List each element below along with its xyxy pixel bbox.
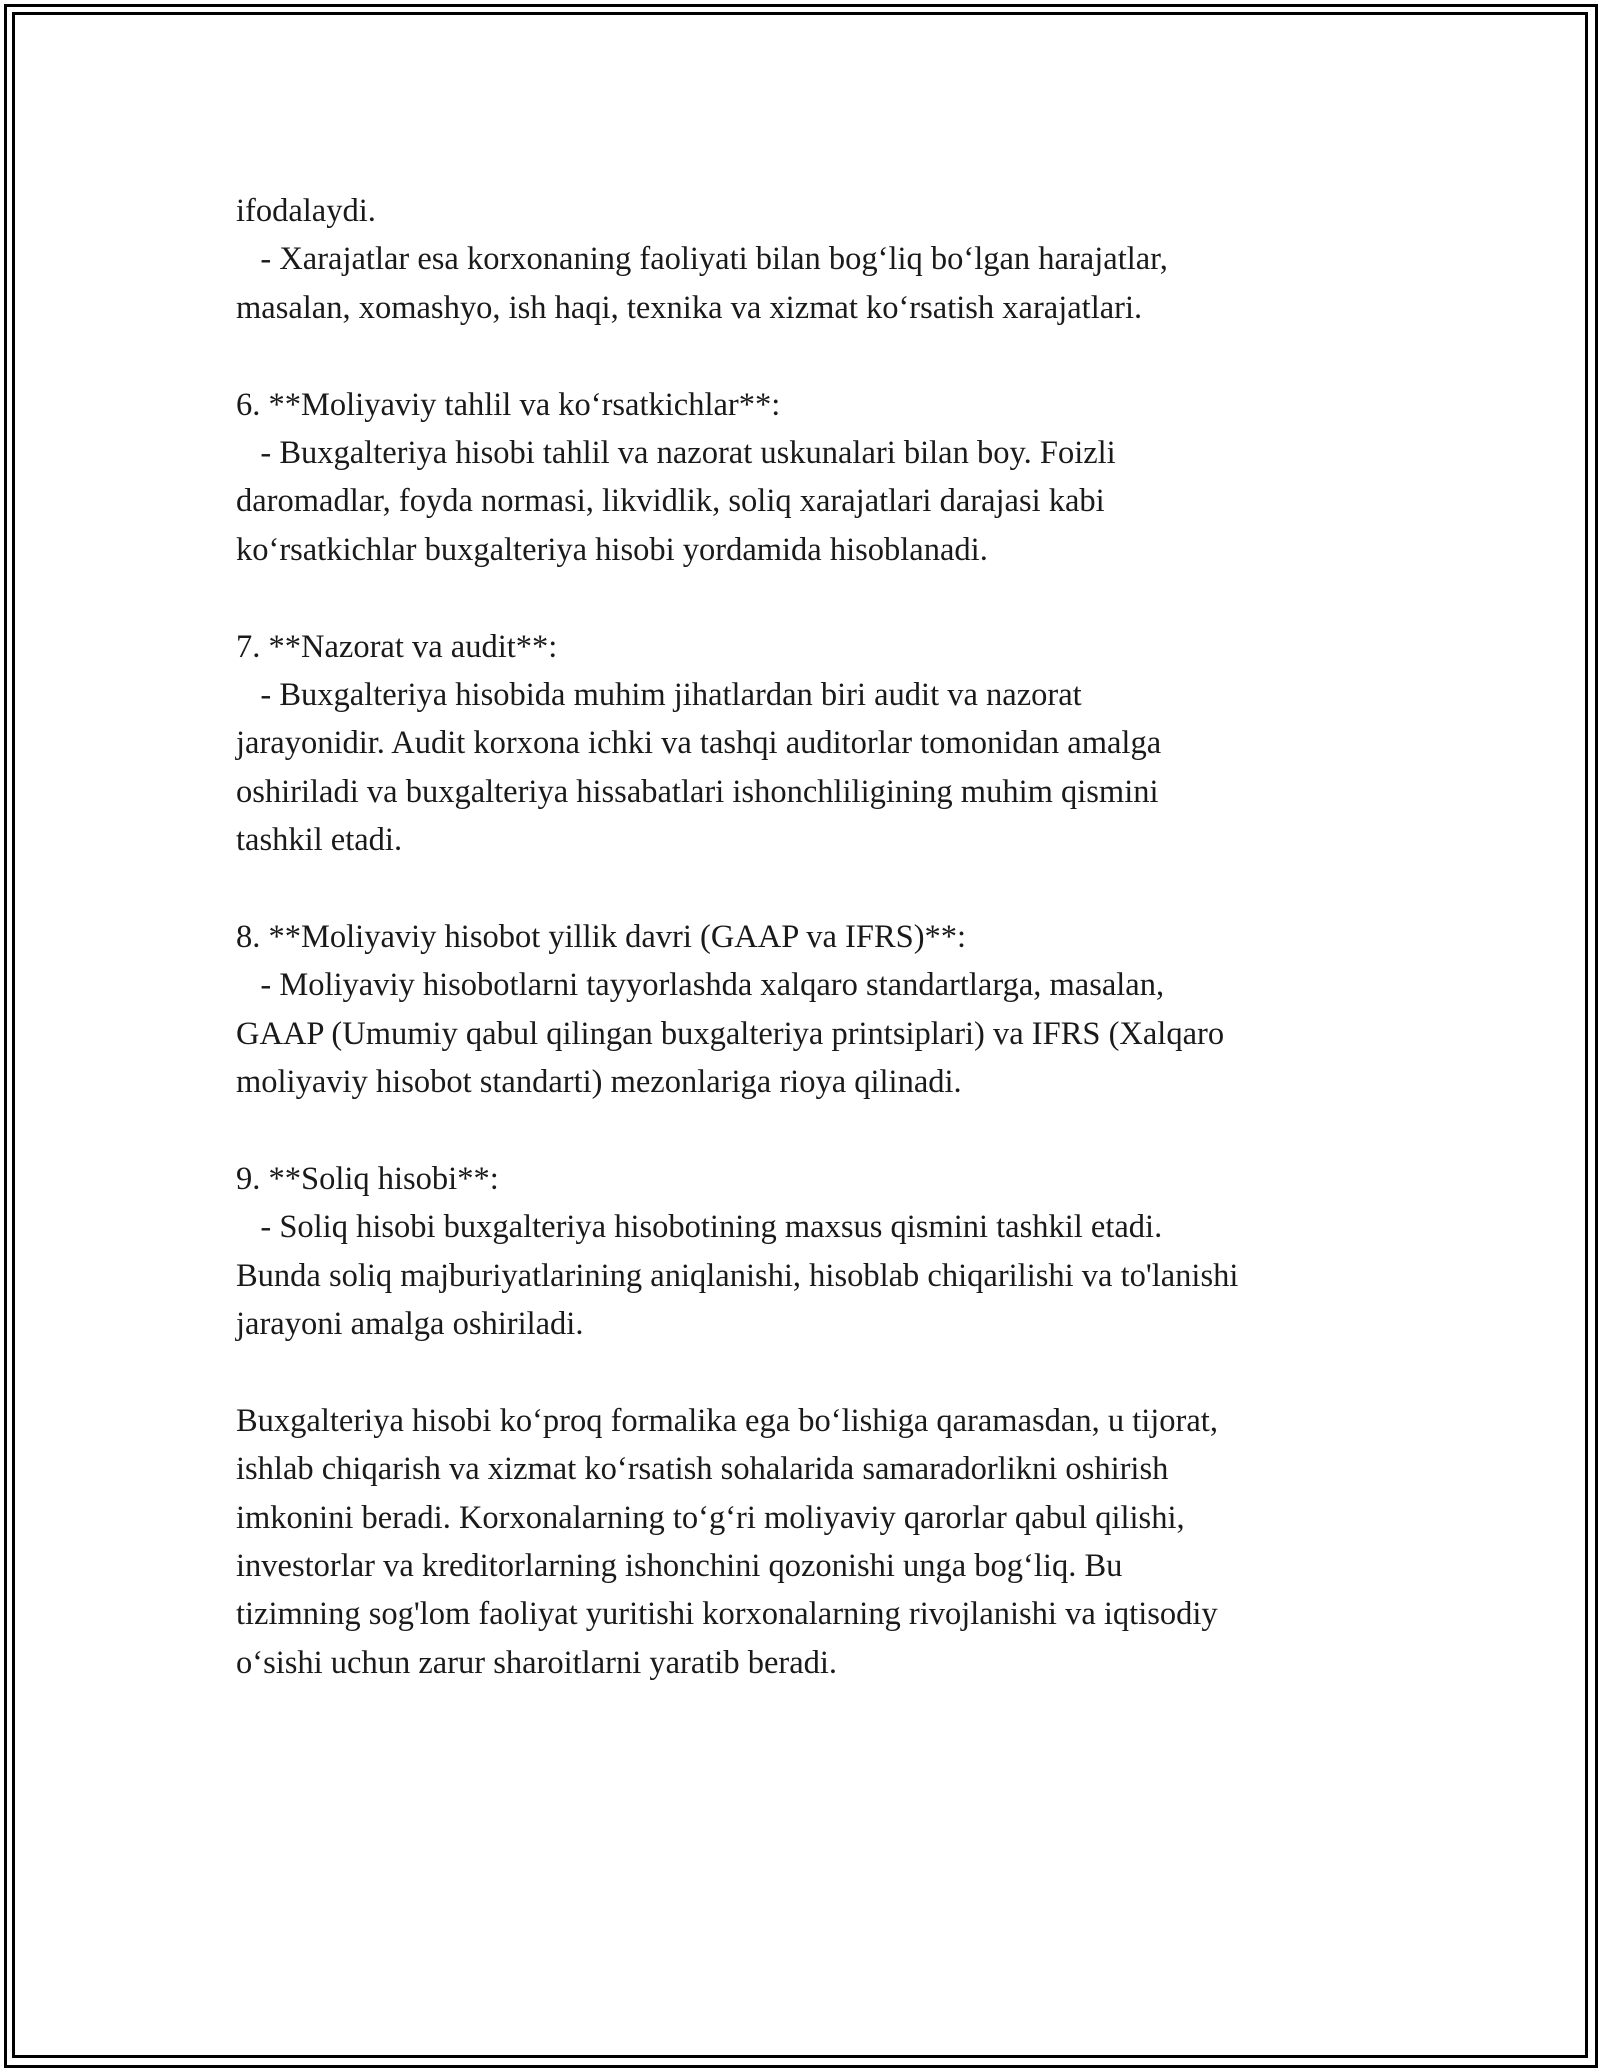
document-body	[236, 187, 1396, 1687]
text-line: tizimning sog'lom faoliyat yuritishi korxonalarning rivojlanishi va iqtisodiy	[236, 1596, 1218, 1633]
text-line: Bunda soliq majburiyatlarining aniqlanishi, hisoblab chiqarilishi va to'lanishi	[236, 1257, 1239, 1294]
text-line: - Buxgalteriya hisobida muhim jihatlardan biri audit va nazorat	[236, 676, 1082, 713]
text-line: - Moliyaviy hisobotlarni tayyorlashda xalqaro standartlarga, masalan,	[236, 967, 1165, 1004]
text-line: moliyaviy hisobot standarti) mezonlariga rioya qilinadi.	[236, 1064, 962, 1101]
text-line: investorlar va kreditorlarning ishonchini qozonishi unga bog‘liq. Bu	[236, 1547, 1123, 1584]
text-line: - Buxgalteriya hisobi tahlil va nazorat uskunalari bilan boy. Foizli	[236, 434, 1116, 471]
text-line: Buxgalteriya hisobi ko‘proq formalika ega bo‘lishiga qaramasdan, u tijorat,	[236, 1402, 1218, 1439]
blank-line	[236, 574, 1396, 622]
text-line: ifodalaydi.	[236, 193, 376, 229]
section-heading: 6. **Moliyaviy tahlil va ko‘rsatkichlar**:	[236, 386, 781, 423]
text-line: jarayoni amalga oshiriladi.	[236, 1305, 584, 1342]
text-line: ko‘rsatkichlar buxgalteriya hisobi yordamida hisoblanadi.	[236, 531, 988, 568]
text-line: - Soliq hisobi buxgalteriya hisobotining maxsus qismini tashkil etadi.	[236, 1209, 1163, 1246]
section-heading: 8. **Moliyaviy hisobot yillik davri (GAAP va IFRS)**:	[236, 918, 967, 955]
blank-line	[236, 1348, 1396, 1396]
text-line: imkonini beradi. Korxonalarning to‘g‘ri moliyaviy qarorlar qabul qilishi,	[236, 1499, 1185, 1536]
text-line: jarayonidir. Audit korxona ichki va tashqi auditorlar tomonidan amalga	[236, 725, 1162, 762]
text-line: ishlab chiqarish va xizmat ko‘rsatish sohalarida samaradorlikni oshirish	[236, 1451, 1169, 1488]
text-line: o‘sishi uchun zarur sharoitlarni yaratib beradi.	[236, 1644, 838, 1681]
section-heading: 7. **Nazorat va audit**:	[236, 628, 558, 665]
section-heading: 9. **Soliq hisobi**:	[236, 1160, 499, 1197]
text-line: tashkil etadi.	[236, 822, 403, 859]
text-line: masalan, xomashyo, ish haqi, texnika va xizmat ko‘rsatish xarajatlari.	[236, 289, 1143, 326]
blank-line	[236, 864, 1396, 912]
blank-line	[236, 332, 1396, 380]
text-line: daromadlar, foyda normasi, likvidlik, soliq xarajatlari darajasi kabi	[236, 483, 1105, 520]
blank-line	[236, 1106, 1396, 1154]
text-line: oshiriladi va buxgalteriya hissabatlari ishonchliligining muhim qismini	[236, 773, 1159, 810]
text-line: - Xarajatlar esa korxonaning faoliyati bilan bog‘liq bo‘lgan harajatlar,	[236, 241, 1168, 278]
text-line: GAAP (Umumiy qabul qilingan buxgalteriya printsiplari) va IFRS (Xalqaro	[236, 1015, 1225, 1052]
